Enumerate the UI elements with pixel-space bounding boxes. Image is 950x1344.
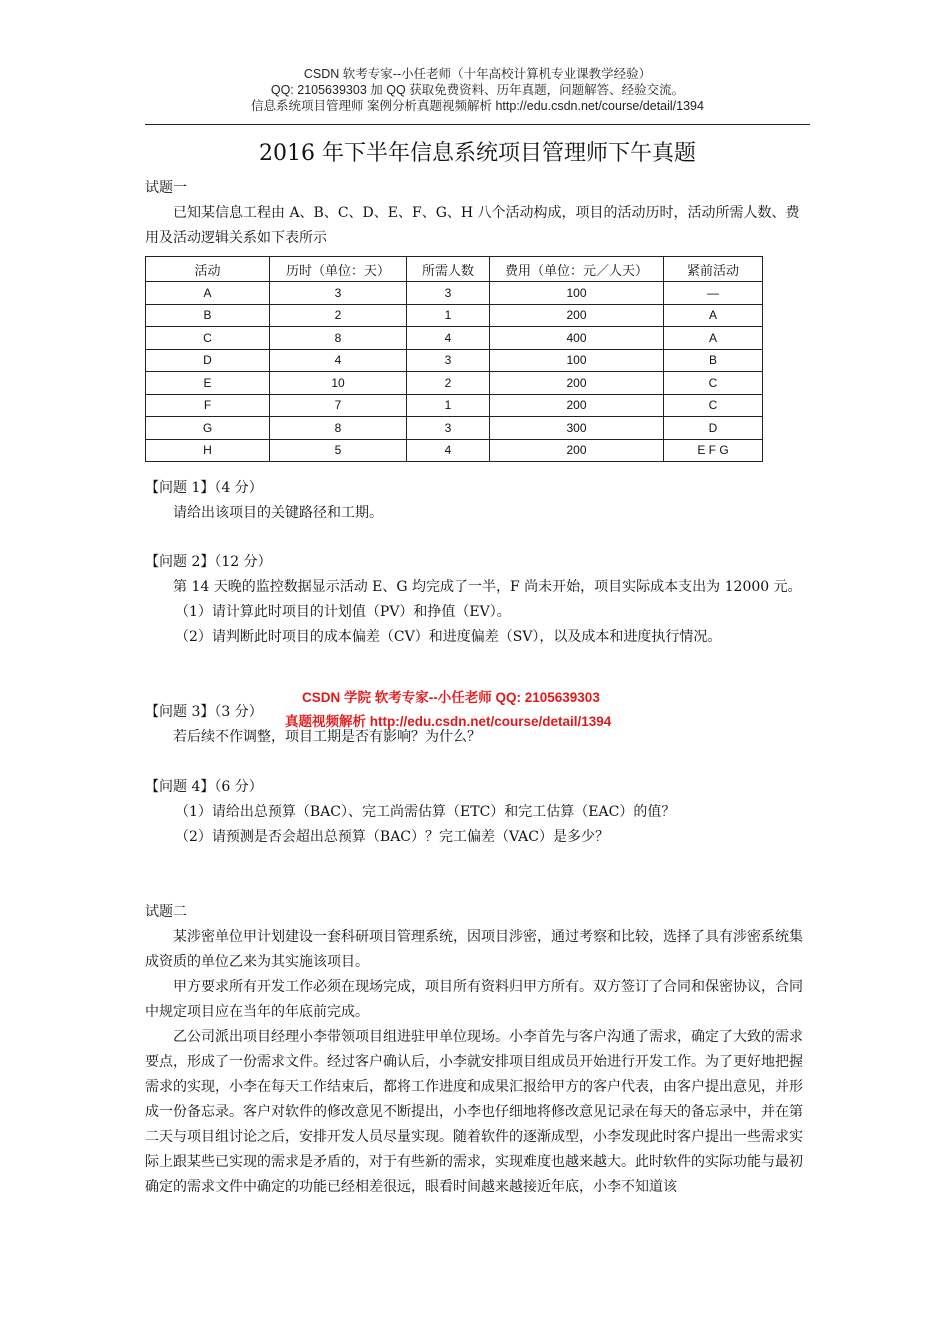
- table-cell: 100: [490, 349, 664, 372]
- table-cell: 3: [407, 417, 490, 440]
- table-cell: —: [664, 282, 763, 305]
- table-row: [146, 349, 763, 372]
- table-row: [146, 417, 763, 440]
- q3-heading: 【问题 3】（3 分）: [145, 704, 263, 720]
- q4-heading: 【问题 4】（6 分）: [145, 779, 263, 795]
- col-header-people: 所需人数: [407, 257, 490, 282]
- q2-sub-1: （1）请计算此时项目的计划值（PV）和挣值（EV）。: [175, 604, 511, 620]
- header-line-1: CSDN 软考专家--小任老师（十年高校计算机专业课教学经验）: [303, 67, 652, 81]
- table-row: [146, 327, 763, 350]
- table-row: [146, 394, 763, 417]
- table-cell: C: [664, 372, 763, 395]
- exam2-paragraph-3: 乙公司派出项目经理小李带领项目组进驻甲单位现场。小李首先与客户沟通了需求，确定了大致的需求要点，形成了一份需求文件。经过客户确认后，小李就安排项目组成员开始进行开发工作。为了更好地把握需求的实现，小李在每天工作结束后，都将工作进度和成果汇报给甲方的客户代表，由客户提出意见，并形成一份备忘录。客户对软件的修改意见不断提出，小李也仔细地将修改意见记录在每天的备忘录中，并在第二天与项目组讨论之后，安排开发人员尽量实现。随着软件的逐渐成型，小李发现此时客户提出一些需求实际上跟某些已实现的需求是矛盾的，对于有些新的需求，实现难度也越来越大。此时软件的实际功能与最初确定的需求文件中确定的功能已经相差很远，眼看时间越来越接近年底，小李不知道该: [145, 1029, 803, 1195]
- activity-table: [145, 256, 763, 462]
- q2-text: 第 14 天晚的监控数据显示活动 E、G 均完成了一半，F 尚未开始，项目实际成本支出为 12000 元。: [173, 579, 802, 595]
- table-cell: 100: [490, 282, 664, 305]
- col-header-cost: 费用（单位：元／人天）: [490, 257, 664, 282]
- table-cell: G: [146, 417, 270, 440]
- table-row: [146, 439, 763, 462]
- header-line-2: QQ: 2105639303 加 QQ 获取免费资料、历年真题，问题解答、经验交流。: [270, 83, 685, 97]
- page-header: [145, 66, 810, 114]
- table-cell: 7: [270, 394, 407, 417]
- watermark-line-2: 真题视频解析 http://edu.csdn.net/course/detail/1394: [285, 714, 612, 729]
- exam1-intro-text: 已知某信息工程由 A、B、C、D、E、F、G、H 八个活动构成，项目的活动历时，活动所需人数、费用及活动逻辑关系如下表所示: [145, 205, 800, 246]
- table-cell: D: [664, 417, 763, 440]
- q4-sub-2: （2）请预测是否会超出总预算（BAC）？完工偏差（VAC）是多少？: [175, 829, 609, 845]
- table-cell: 8: [270, 417, 407, 440]
- table-cell: E: [146, 372, 270, 395]
- q2-sub-2: （2）请判断此时项目的成本偏差（CV）和进度偏差（SV），以及成本和进度执行情况。: [175, 629, 722, 645]
- table-cell: 1: [407, 394, 490, 417]
- table-row: [146, 282, 763, 305]
- exam2-paragraph-2: 甲方要求所有开发工作必须在现场完成，项目所有资料归甲方所有。双方签订了合同和保密协议，合同中规定项目应在当年的年底前完成。: [145, 979, 803, 1020]
- question-1: [145, 476, 810, 526]
- exam1-intro: [145, 176, 810, 251]
- col-header-activity: 活动: [146, 257, 270, 282]
- page-title: 2016 年下半年信息系统项目管理师下午真题: [259, 141, 696, 166]
- col-header-duration: 历时（单位：天）: [270, 257, 407, 282]
- table-cell: 2: [407, 372, 490, 395]
- table-cell: 5: [270, 439, 407, 462]
- q1-heading: 【问题 1】（4 分）: [145, 480, 263, 496]
- table-header-row: [146, 257, 763, 282]
- table-cell: 1: [407, 304, 490, 327]
- question-3: [145, 700, 810, 750]
- header-line-3: 信息系统项目管理师 案例分析真题视频解析 http://edu.csdn.net/course/detail/1394: [251, 99, 704, 113]
- table-cell: 3: [407, 282, 490, 305]
- q1-text: 请给出该项目的关键路径和工期。: [173, 505, 383, 521]
- table-cell: C: [146, 327, 270, 350]
- table-cell: 4: [407, 439, 490, 462]
- table-row: [146, 372, 763, 395]
- table-cell: C: [664, 394, 763, 417]
- table-cell: B: [664, 349, 763, 372]
- col-header-predecessor: 紧前活动: [664, 257, 763, 282]
- table-cell: D: [146, 349, 270, 372]
- table-cell: F: [146, 394, 270, 417]
- table-cell: 3: [407, 349, 490, 372]
- table-cell: 200: [490, 372, 664, 395]
- table-cell: 10: [270, 372, 407, 395]
- table-cell: 200: [490, 304, 664, 327]
- exam1-heading: 试题一: [145, 180, 187, 196]
- watermark-line-1: CSDN 学院 软考专家--小任老师 QQ: 2105639303: [302, 690, 600, 705]
- table-cell: A: [146, 282, 270, 305]
- table-cell: H: [146, 439, 270, 462]
- table-row: [146, 304, 763, 327]
- question-4: [145, 775, 810, 850]
- q3-text: 若后续不作调整，项目工期是否有影响？为什么？: [173, 729, 481, 745]
- table-cell: 200: [490, 394, 664, 417]
- table-cell: 4: [270, 349, 407, 372]
- table-cell: 4: [407, 327, 490, 350]
- exam2: [145, 900, 810, 1200]
- header-divider: [145, 124, 810, 125]
- exam2-paragraph-1: 某涉密单位甲计划建设一套科研项目管理系统，因项目涉密，通过考察和比较，选择了具有涉密系统集成资质的单位乙来为其实施该项目。: [145, 929, 803, 970]
- table-cell: 300: [490, 417, 664, 440]
- table-cell: 200: [490, 439, 664, 462]
- question-2: [145, 550, 810, 650]
- table-cell: A: [664, 304, 763, 327]
- table-cell: 8: [270, 327, 407, 350]
- table-cell: A: [664, 327, 763, 350]
- table-cell: 3: [270, 282, 407, 305]
- table-cell: 400: [490, 327, 664, 350]
- table-cell: B: [146, 304, 270, 327]
- exam2-heading: 试题二: [145, 904, 187, 920]
- q4-sub-1: （1）请给出总预算（BAC）、完工尚需估算（ETC）和完工估算（EAC）的值？: [175, 804, 676, 820]
- q2-heading: 【问题 2】（12 分）: [145, 554, 272, 570]
- table-cell: 2: [270, 304, 407, 327]
- table-cell: E F G: [664, 439, 763, 462]
